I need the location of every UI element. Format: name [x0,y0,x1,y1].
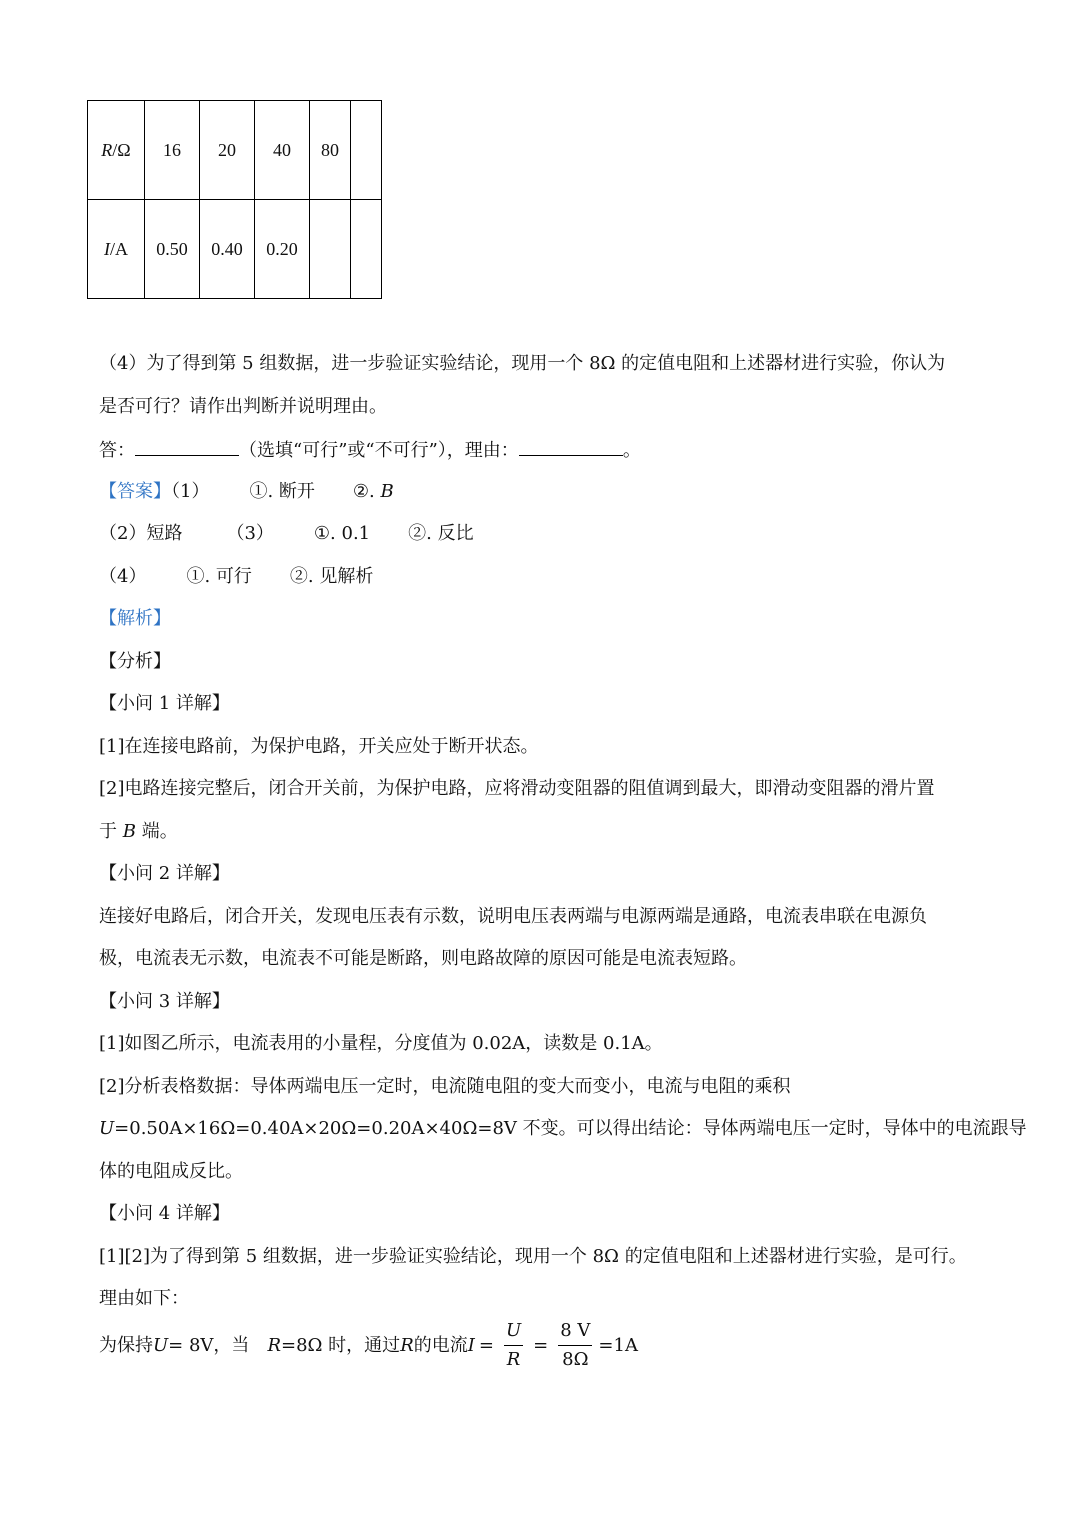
paragraph: 极，电流表无示数，电流表不可能是断路，则电路故障的原因可能是电流表短路。 [99,948,747,969]
variable-symbol: B [380,481,394,502]
table-cell: 40 [255,101,310,200]
paragraph: U=0.50A×16Ω=0.40A×20Ω=0.20A×40Ω=8V 不变。可以得出结论：导体两端电压一定时，导体中的电流跟导 [99,1118,1027,1139]
paragraph: [2]电路连接完整后，闭合开关前，为保护电路，应将滑动变阻器的阻值调到最大，即滑动变阻器的滑片置 [99,778,935,799]
answer-item: ①. 断开 [249,481,315,502]
fraction-denominator: R [506,1349,521,1370]
table-cell [351,101,382,200]
question-4-line-1: （4）为了得到第 5 组数据，进一步验证实验结论，现用一个 8Ω 的定值电阻和上述器材进行实验，你认为 [99,353,946,374]
table-cell: 80 [310,101,351,200]
paragraph: 于 B 端。 [99,821,178,842]
answer-end-mark: 。 [622,440,641,461]
fraction-numerator: 8 V [558,1320,592,1346]
table-header-cell [88,101,145,200]
variable-symbol: U [99,1118,115,1139]
answer-line-3 [99,565,984,589]
unit-label: /A [110,238,128,259]
answer-label: （1） [171,481,210,502]
table-header-cell [88,200,145,299]
paragraph: [1]在连接电路前，为保护电路，开关应处于断开状态。 [99,736,539,757]
variable-symbol: R [101,139,113,160]
answer-label: （2）短路 [99,523,183,544]
table-cell [310,200,351,299]
table-cell: 16 [145,101,200,200]
fraction-numerator: U [504,1320,523,1346]
variable-symbol: R [267,1334,281,1356]
table-cell: 0.40 [200,200,255,299]
answer-blank-1 [135,437,239,456]
formula-result: =1A [598,1334,638,1356]
variable-symbol: R [400,1334,414,1356]
answer-prefix: 答： [99,440,135,461]
answer-middle-text: （选填“可行”或“不可行”），理由： [239,440,519,461]
table-cell [351,200,382,299]
table-row [88,101,382,200]
unit-label: /Ω [112,139,131,160]
answer-tag: 【答案】 [99,481,171,502]
question-4-line-2: 是否可行？请作出判断并说明理由。 [99,396,387,417]
answer-item: ②. 反比 [408,523,474,544]
table-cell: 0.20 [255,200,310,299]
answer-label: （3） [226,523,274,544]
fraction-denominator: 8Ω [562,1349,589,1370]
fraction [504,1320,523,1371]
variable-symbol: I [104,238,110,259]
table-row [88,200,382,299]
subquestion-2-title: 【小问 2 详解】 [99,863,230,884]
answer-line-2 [99,522,984,546]
subquestion-3-title: 【小问 3 详解】 [99,991,230,1012]
subquestion-4-title: 【小问 4 详解】 [99,1203,230,1224]
data-table [87,100,382,299]
answer-item: ②. 见解析 [289,566,374,587]
analysis-tag: 【解析】 [99,608,171,629]
variable-symbol: B [122,821,136,842]
variable-symbol: U [153,1334,169,1356]
table-cell: 20 [200,101,255,200]
analysis-heading: 【分析】 [99,651,171,672]
variable-symbol: I [467,1334,475,1356]
paragraph: 理由如下： [99,1288,189,1309]
paragraph: 连接好电路后，闭合开关，发现电压表有示数，说明电压表两端与电源两端是通路，电流表串联在电源负 [99,906,927,927]
table-cell: 0.50 [145,200,200,299]
answer-fill-line [99,437,984,463]
paragraph: [2]分析表格数据：导体两端电压一定时，电流随电阻的变大而变小，电流与电阻的乘积 [99,1076,791,1097]
answer-item: ①. 0.1 [313,523,371,544]
paragraph: [1][2]为了得到第 5 组数据，进一步验证实验结论，现用一个 8Ω 的定值电阻和上述器材进行实验，是可行。 [99,1246,967,1267]
paragraph: 体的电阻成反比。 [99,1161,243,1182]
subquestion-1-title: 【小问 1 详解】 [99,693,230,714]
fraction [558,1320,592,1371]
formula-line: 为保持 U = 8V，当 R =8Ω 时，通过 R 的电流 I = $\frac{U}{R}$ = $\frac{8 V}{8\Omega}$ =1A [99,1320,638,1370]
answer-blank-2 [519,437,623,456]
answer-item: ②. [352,481,381,502]
answer-item: ①. 可行 [186,566,252,587]
answer-line-1 [99,480,984,504]
paragraph: [1]如图乙所示，电流表用的小量程，分度值为 0.02A，读数是 0.1A。 [99,1033,663,1054]
answer-label: （4） [99,566,147,587]
